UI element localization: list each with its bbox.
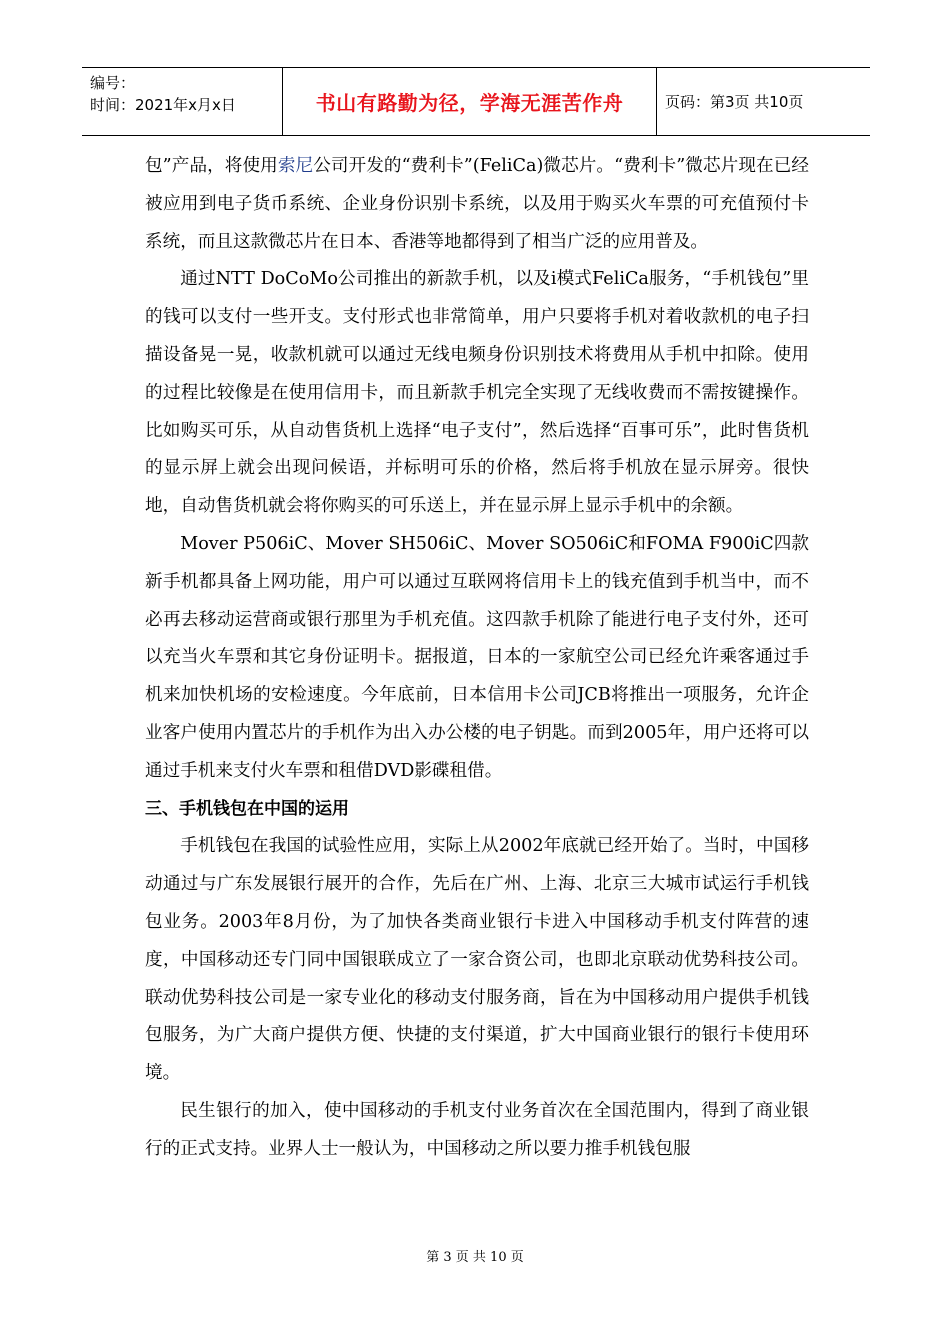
paragraph-4: 手机钱包在我国的试验性应用，实际上从2002年底就已经开始了。当时，中国移动通过与广东发展银行展开的合作，先后在广州、上海、北京三大城市试运行手机钱包业务。2003年8月份，为了加快各类商业银行卡进入中国移动手机支付阵营的速度，中国移动还专门同中国银联成立了一家合资公司，也即北京联动优势科技公司。联动优势科技公司是一家专业化的移动支付服务商，旨在为中国移动用户提供手机钱包服务，为广大商户提供方便、快捷的支付渠道，扩大中国商业银行的银行卡使用环境。 bbox=[145, 836, 809, 1084]
page-header bbox=[82, 67, 870, 136]
header-page-info: 页码：第3页 共10页 bbox=[665, 93, 804, 111]
section-heading: 三、手机钱包在中国的运用 bbox=[145, 798, 349, 819]
page-footer: 第 3 页 共 10 页 bbox=[426, 1250, 524, 1265]
document-body bbox=[145, 148, 809, 1169]
paragraph-5: 民生银行的加入，使中国移动的手机支付业务首次在全国范围内，得到了商业银行的正式支持。业界人士一般认为，中国移动之所以要力推手机钱包服 bbox=[145, 1100, 809, 1159]
doc-time-label: 时间：2021年x月x日 bbox=[90, 96, 236, 114]
paragraph-1: 包”产品，将使用索尼公司开发的“费利卡”(FeliCa)微芯片。“费利卡”微芯片现在已经被应用到电子货币系统、企业身份识别卡系统，以及用于购买火车票的可充值预付卡系统，而且这款微芯片在日本、香港等地都得到了相当广泛的应用普及。 bbox=[145, 156, 809, 252]
sony-link[interactable]: 索尼 bbox=[277, 156, 314, 176]
doc-number-label: 编号： bbox=[90, 74, 136, 92]
paragraph-3: Mover P506iC、Mover SH506iC、Mover SO506iC和FOMA F900iC四款新手机都具备上网功能，用户可以通过互联网将信用卡上的钱充值到手机当中，而不必再去移动运营商或银行那里为手机充值。这四款手机除了能进行电子支付外，还可以充当火车票和其它身份证明卡。据报道，日本的一家航空公司已经允许乘客通过手机来加快机场的安检速度。今年底前，日本信用卡公司JCB将推出一项服务，允许企业客户使用内置芯片的手机作为出入办公楼的电子钥匙。而到2005年，用户还将可以通过手机来支付火车票和租借DVD影碟租借。 bbox=[145, 533, 809, 781]
paragraph-2: 通过NTT DoCoMo公司推出的新款手机，以及i模式FeliCa服务，“手机钱包”里的钱可以支付一些开支。支付形式也非常简单，用户只要将手机对着收款机的电子扫描设备晃一晃，收款机就可以通过无线电频身份识别技术将费用从手机中扣除。使用的过程比较像是在使用信用卡，而且新款手机完全实现了无线收费而不需按键操作。比如购买可乐，从自动售货机上选择“电子支付”，然后选择“百事可乐”，此时售货机的显示屏上就会出现问候语，并标明可乐的价格，然后将手机放在显示屏旁。很快地，自动售货机就会将你购买的可乐送上，并在显示屏上显示手机中的余额。 bbox=[145, 269, 809, 517]
header-meta-cell bbox=[82, 68, 283, 135]
header-motto: 书山有路勤为径，学海无涯苦作舟 bbox=[283, 68, 657, 135]
